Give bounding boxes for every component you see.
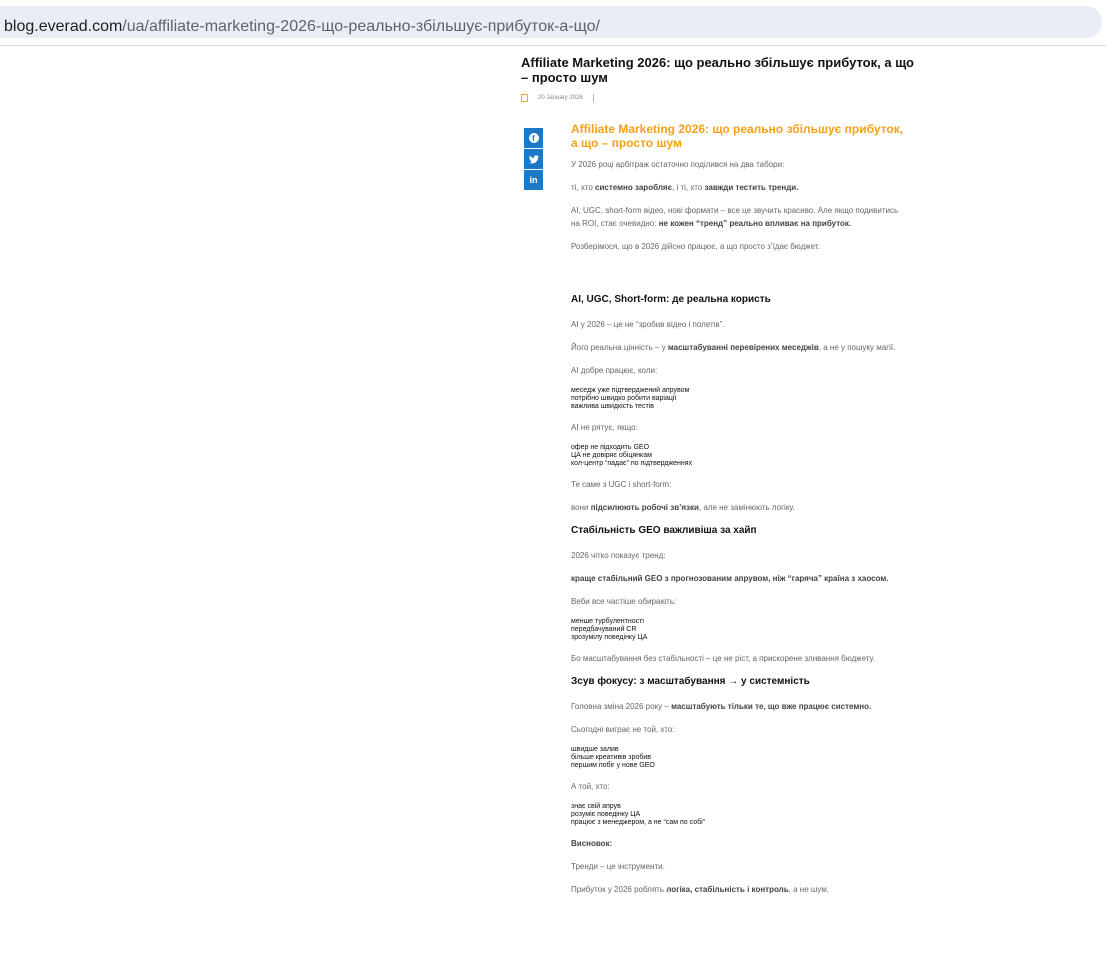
conclusion-label: Висновок: [571,839,613,848]
geo-paragraph-4: Бо масштабування без стабільності – це не ріст, а прискорене зливання бюджету. [571,654,875,663]
intro-paragraph-1: У 2026 році арбітраж остаточно поділився на два табори: [571,160,785,169]
section-heading-focus: Зсув фокусу: з масштабування → у системність [571,676,810,687]
list-item: меседж уже підтверджений апрувом [571,387,690,394]
list-item: офер не підходить GEO [571,444,650,451]
geo-paragraph-3: Веби все частіше обирають: [571,597,677,606]
list-item: менше турбулентності [571,618,644,625]
ai-works-list [571,387,907,411]
facebook-icon: f [529,133,539,143]
twitter-icon [529,155,539,164]
list-item: передбачуваний CR [571,626,637,633]
list-item: потрібно швидко робити варіації [571,395,677,402]
list-item: працює з менеджером, а не “сам по собі” [571,819,705,826]
geo-paragraph-2: краще стабільний GEO з прогнозованим апрувом, ніж “гаряча” країна з хаосом. [571,574,889,583]
list-item: першим побіг у нове GEO [571,762,655,769]
ai-paragraph-4: AI не рятує, якщо: [571,423,638,432]
focus-paragraph-3: А той, хто: [571,782,610,791]
linkedin-icon: in [529,175,538,185]
url-field[interactable] [0,6,1102,38]
ai-paragraph-2: Його реальна цінність – у масштабуванні перевірених меседжів, а не у пошуку магії. [571,343,896,352]
article-body [571,122,907,906]
url-path: /ua/affiliate-marketing-2026-що-реально-збільшує-прибуток-а-що/ [122,18,600,35]
list-item: кол-центр “падає” по підтвердженнях [571,460,693,467]
article-heading: Affiliate Marketing 2026: що реально збільшує прибуток, а що – просто шум [571,122,904,150]
winner-list [571,803,907,827]
section-heading-geo: Стабільність GEO важливіша за хайп [571,525,757,536]
focus-paragraph-2: Сьогодні виграє не той, хто: [571,725,675,734]
list-item: ЦА не довіряє обіцянкам [571,452,652,459]
meta-divider [593,94,594,103]
browser-address-bar [0,0,1106,46]
ai-paragraph-3: AI добре працює, коли: [571,366,658,375]
list-item: важлива швидкість тестів [571,403,654,410]
twitter-share-button[interactable] [524,149,543,169]
facebook-share-button[interactable] [524,128,543,148]
linkedin-share-button[interactable] [524,170,543,190]
list-item: розуміє поведінку ЦА [571,811,641,818]
intro-paragraph-4: Розберімося, що в 2026 дійсно працює, а що просто з’їдає бюджет. [571,242,820,251]
conclusion-paragraph-1: Тренди – це інструменти. [571,862,665,871]
ai-paragraph-1: AI у 2026 – це не “зробив відео і полетів”. [571,320,725,329]
intro-paragraph-2: ті, хто системно заробляє, і ті, хто завжди тестить тренди. [571,183,799,192]
share-bar [524,128,543,190]
not-winner-list [571,746,907,770]
ai-paragraph-6: вони підсилюють робочі зв’язки, але не замінюють логіку. [571,503,795,512]
article-title: Affiliate Marketing 2026: що реально збільшує прибуток, а що – просто шум [521,55,914,85]
article-date: 20 January 2026 [538,95,583,101]
url-text[interactable] [4,18,600,36]
geo-paragraph-1: 2026 чітко показує тренд: [571,551,666,560]
list-item: більше креативів зробив [571,754,652,761]
conclusion-paragraph-2: Прибуток у 2026 роблять логіка, стабільність і контроль, а не шум. [571,885,829,894]
bookmark-icon [521,94,528,102]
intro-paragraph-3: AI, UGC, short-form відео, нові формати – все це звучить красиво. Але якщо подивитись на ROI, стає очевидно: не кожен “тренд” реально впливає на прибуток. [571,206,899,228]
list-item: зрозумілу поведінку ЦА [571,634,648,641]
section-heading-ai: AI, UGC, Short-form: де реальна користь [571,294,771,305]
geo-list [571,618,907,642]
article-meta [521,93,594,103]
ai-fails-list [571,444,907,468]
ai-paragraph-5: Те саме з UGC і short-form: [571,480,672,489]
focus-paragraph-1: Головна зміна 2026 року – масштабують тільки те, що вже працює системно. [571,702,872,711]
list-item: знає свій апрув [571,803,621,810]
url-domain: blog.everad.com [4,18,123,35]
list-item: швидше залив [571,746,619,753]
